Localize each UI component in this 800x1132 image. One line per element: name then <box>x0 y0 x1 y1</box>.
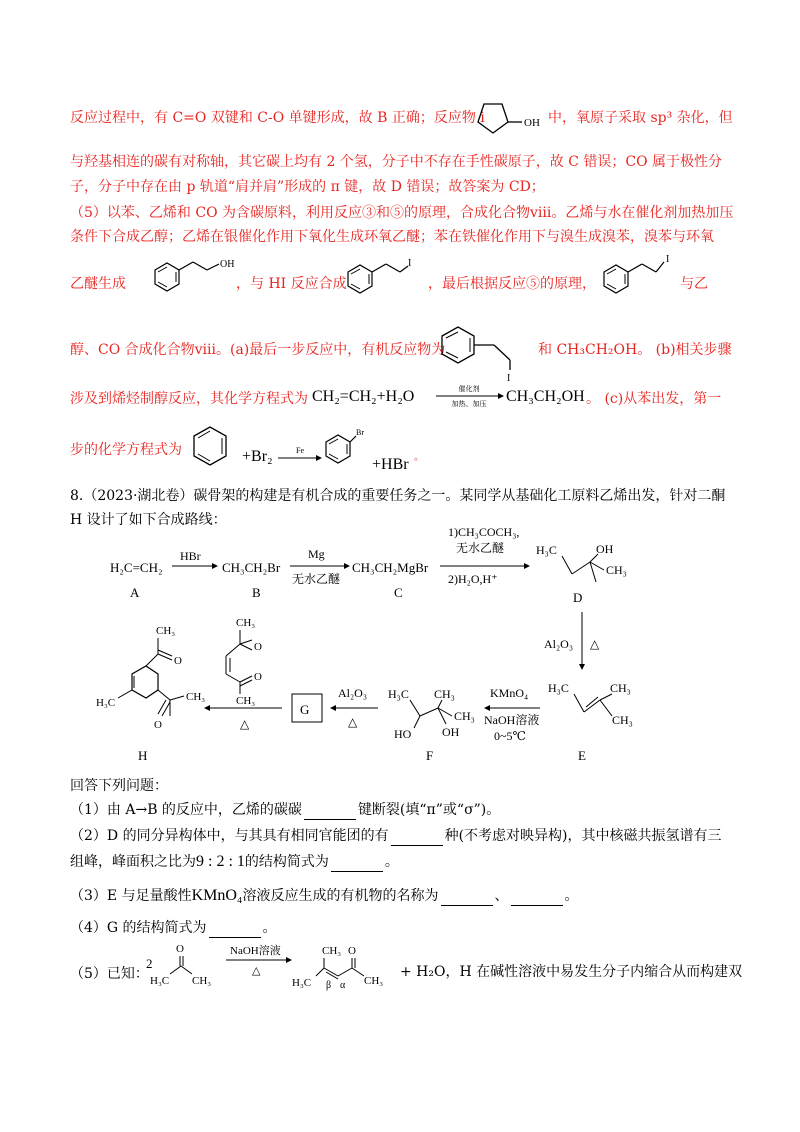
q3-text-c: 、 <box>494 888 509 904</box>
answer-line-6a: 乙醚生成 <box>70 276 126 292</box>
h-ch3-right: CH₃ <box>186 691 206 703</box>
answer-line-2: 与羟基相连的碳有对称轴，其它碳上均有 2 个氢，分子中不存在手性碳原子，故 C 错误；CO 属于极性分 <box>70 154 723 170</box>
answer-text: 反应过程中，有 C=O 双键和 C-O 单键形成，故 B 正确；反应物 i <box>70 110 485 126</box>
dot: 。 <box>414 452 424 463</box>
solvent-ether: 无水乙醚 <box>292 572 341 586</box>
q1-text-b: 键断裂(填“π”或“σ”)。 <box>357 802 501 818</box>
q1-text-a: （1）由 A→B 的反应中，乙烯的碳碳 <box>70 802 302 818</box>
label-g: G <box>300 702 310 717</box>
product-ch3-right: CH₃ <box>364 975 384 987</box>
answer-line-6b: ，与 HI 反应合成 <box>236 276 347 292</box>
q8-sub5-lead: （5）已知： <box>70 966 149 982</box>
product-o: O <box>348 945 356 957</box>
answer-line-7a: 醇、CO 合成化合物ⅷ。(a)最后一步反应中，有机反应物为 <box>70 342 446 358</box>
acetone-o: O <box>176 943 184 955</box>
f-h3c: H₃C <box>388 687 409 701</box>
answer-blank[interactable] <box>209 923 261 938</box>
reagent-mg: Mg <box>308 547 325 561</box>
answer-blank[interactable] <box>391 831 443 846</box>
q8-ask: 回答下列问题： <box>70 778 168 794</box>
heat-3: △ <box>240 717 250 731</box>
e-ch3-bottom: CH₃ <box>612 713 633 727</box>
f-oh: OH <box>442 725 460 739</box>
f-ch3-top: CH₃ <box>434 687 455 701</box>
q3-kmno4: KMnO₄ <box>191 887 243 904</box>
equation-product: CH₃CH₂OH <box>506 388 585 405</box>
q8-sub2-line2 <box>70 852 399 872</box>
h-o-bottom: O <box>154 719 162 731</box>
coefficient: 2 <box>146 956 153 971</box>
reagent-al2o3: Al₂O₃ <box>544 637 574 651</box>
catalyst-label: 催化剂 <box>458 385 480 393</box>
reagent-ether: 无水乙醚 <box>456 541 505 555</box>
label-a: A <box>130 585 140 600</box>
label-f: F <box>426 748 434 763</box>
dk-ch3-bottom: CH₃ <box>236 695 256 707</box>
q8-sub4 <box>70 918 277 938</box>
reagent-naoh: NaOH溶液 <box>484 713 540 727</box>
answer-line-9a: 步的化学方程式为 <box>70 442 182 458</box>
reagent-temp: 0~5℃ <box>494 729 526 743</box>
answer-line-5: 条件下合成乙醇；乙烯在银催化作用下氧化生成环氧乙醚；苯在铁催化作用下与溴生成溴苯，溴苯与环氧 <box>70 229 714 245</box>
h-ch3-top: CH₃ <box>156 625 176 637</box>
answer-line-1b: 中，氧原子采取 sp³ 杂化，但 <box>548 110 733 126</box>
compound-a: H₂C=CH₂ <box>110 560 163 575</box>
reagent-al2o3-2: Al₂O₃ <box>338 686 368 700</box>
reagent-hbr: HBr <box>180 549 201 563</box>
q2-ratio: 9 : 2 : 1 <box>196 853 245 870</box>
oh-label: OH <box>220 259 235 270</box>
br-label: Br <box>356 428 364 437</box>
heat-4: △ <box>252 965 261 977</box>
q2-text-c: 组峰，峰面积之比为 <box>70 854 196 870</box>
compound-b: CH₃CH₂Br <box>222 560 281 575</box>
condition-label: 加热、加压 <box>451 400 487 408</box>
answer-line-3: 子，分子中存在由 p 轨道“肩并肩”形成的 π 键，故 D 错误；故答案为 CD； <box>70 179 545 195</box>
q8-intro-1: 8.（2023·湖北卷）碳骨架的构建是有机合成的重要任务之一。某同学从基础化工原料乙烯出发，针对二酮 <box>70 488 726 504</box>
label-d: D <box>573 590 583 605</box>
label-b: B <box>252 585 261 600</box>
hbr-product: +HBr <box>372 456 409 473</box>
iodine-label: I <box>507 373 511 384</box>
h-h3c: H₃C <box>96 697 116 709</box>
oh-label: OH <box>524 117 540 129</box>
answer-blank[interactable] <box>304 805 356 820</box>
bromine-reactant: +Br₂ <box>242 448 273 465</box>
q2-text-b: 种(不考虑对映异构)，其中核磁共振氢谱有三 <box>444 828 722 844</box>
product-h3c: H₃C <box>292 977 312 989</box>
q2-text-d: 的结构简式为 <box>244 854 329 870</box>
answer-blank[interactable] <box>511 891 563 906</box>
q3-text-b: 溶液反应生成的有机物的名称为 <box>242 888 439 904</box>
answer-line-8a: 涉及到烯烃制醇反应，其化学方程式为 <box>70 391 308 407</box>
reagent-workup: 2)H₂O,H⁺ <box>448 572 498 586</box>
equation-reactants: CH₂=CH₂+H₂O <box>312 388 415 405</box>
answer-line-6d: 与乙 <box>680 276 708 292</box>
dk-o-top: O <box>254 641 262 653</box>
dk-o-bottom: O <box>254 671 262 683</box>
q8-sub1 <box>70 800 500 820</box>
q8-intro-2: H 设计了如下合成路线： <box>70 512 227 528</box>
q3-text-a: （3）E 与足量酸性 <box>70 888 192 904</box>
acetone-ch3: CH₃ <box>192 975 212 987</box>
answer-line-8b: 。 (c)从苯出发，第一 <box>586 391 722 407</box>
answer-line-6c: ，最后根据反应⑤的原理， <box>428 276 596 292</box>
heat: △ <box>590 637 600 651</box>
product-ch3-top: CH₃ <box>322 945 342 957</box>
heat-2: △ <box>348 715 358 729</box>
d-ch3: CH₃ <box>606 563 627 577</box>
h-o-top: O <box>174 655 182 667</box>
q2-text-e: 。 <box>384 854 399 870</box>
label-h: H <box>138 748 148 763</box>
answer-blank[interactable] <box>441 891 493 906</box>
beta-label: β <box>326 980 332 991</box>
q2-text-a: （2）D 的同分异构体中，与其具有相同官能团的有 <box>70 828 389 844</box>
aldol-equation <box>140 940 400 990</box>
iodine-label: I <box>408 258 412 269</box>
alpha-label: α <box>340 980 346 991</box>
answer-blank[interactable] <box>331 857 383 872</box>
q8-sub3 <box>70 886 579 906</box>
q3-text-d: 。 <box>564 888 579 904</box>
f-ch3-right: CH₃ <box>454 709 475 723</box>
e-h3c: H₃C <box>548 681 569 695</box>
reagent-acetone: 1)CH₃COCH₃, <box>448 525 520 539</box>
acetone-h3c: H₃C <box>150 975 170 987</box>
compound-c: CH₃CH₂MgBr <box>352 560 429 575</box>
naoh-condition: NaOH溶液 <box>230 945 281 957</box>
iodine-label: I <box>666 254 670 265</box>
d-h3c: H₃C <box>536 543 557 557</box>
answer-line-4: （5）以苯、乙烯和 CO 为含碳原料，利用反应③和⑤的原理，合成化合物ⅷ。乙烯与水在催化剂加热加压 <box>70 205 734 221</box>
f-ho: HO <box>394 727 412 741</box>
d-oh: OH <box>596 542 614 556</box>
label-c: C <box>394 585 403 600</box>
q8-sub2-line1 <box>70 826 722 846</box>
reagent-kmno4: KMnO₄ <box>490 686 529 700</box>
e-ch3-top: CH₃ <box>610 681 631 695</box>
answer-line-7b: 和 CH₃CH₂OH。 (b)相关步骤 <box>538 342 732 358</box>
q4-text-b: 。 <box>262 920 277 936</box>
label-e: E <box>578 748 586 763</box>
fe-label: Fe <box>296 446 304 455</box>
q8-sub5-tail: + H₂O，H 在碱性溶液中易发生分子内缩合从而构建双 <box>400 964 743 980</box>
q4-text-a: （4）G 的结构简式为 <box>70 920 207 936</box>
dk-ch3-top: CH₃ <box>236 617 256 629</box>
